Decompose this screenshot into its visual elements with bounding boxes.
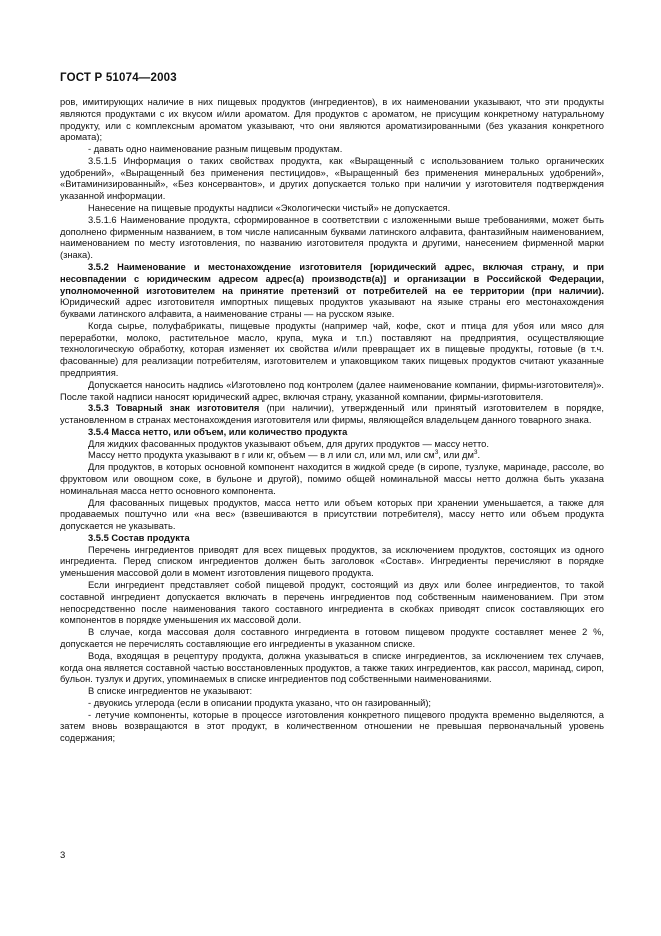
list-item: - давать одно наименование разным пищевым продуктам.	[88, 144, 343, 155]
clause-heading: 3.5.4 Масса нетто, или объем, или количество продукта	[88, 426, 348, 437]
clause-text: (при наличии), утвержденный или принятый изготовителем в порядке, установленном в странах местонахождения изготовителя или фирмы, являющейся владельцем данного товарного знака.	[60, 403, 605, 426]
list-item: - двуокись углерода (если в описании продукта указано, что он газированный);	[88, 697, 432, 708]
clause-3-5-4	[60, 427, 604, 439]
document-header: ГОСТ Р 51074—2003	[60, 72, 177, 84]
paragraph: В списке ингредиентов не указывают:	[88, 686, 253, 697]
superscript: 3	[473, 449, 478, 457]
text-run: .	[477, 450, 481, 461]
paragraph: ров, имитирующих наличие в них пищевых продуктов (ингредиентов), в их наименовании указывают, что эти продукты являются продуктами с их вкусом и/или ароматом. Для продуктов с ароматом, не присущим конкретному натуральному продукту, или с комплексным ароматом указывают, что они являются ароматизированными (без указания конкретного аромата);	[60, 97, 604, 143]
list-item: - летучие компоненты, которые в процессе изготовления конкретного пищевого продукта временно выделяются, а затем вновь возвращаются в этот продукт, в количественном отношении не превышая первоначальный уровень содержания;	[60, 709, 604, 744]
clause-3-5-2	[60, 262, 604, 321]
clause-heading: 3.5.2 Наименование и местонахождение изготовителя [юридический адрес, включая страну, и при несовпадении с юридическим адресом адрес(а) производств(а)] и организации в Российской Федерации, уполномоченной изготовителем на принятие претензий от потребителей на ее территории (при наличии).	[60, 261, 604, 296]
paragraph: В случае, когда массовая доля составного ингредиента в готовом пищевом продукте составляет менее 2 %, допускается не перечислять составляющие его ингредиенты в указанном списке.	[60, 627, 604, 649]
clause-heading: 3.5.5 Состав продукта	[88, 532, 190, 543]
paragraph: Вода, входящая в рецептуру продукта, должна указываться в списке ингредиентов, за исключением тех случаев, когда она является составной частью восстановленных продуктов, а также таких ингредиентов, как рассол, маринад, сироп, бульон. тузлук и других, упоминаемых в списке ингредиентов под собственными наименованиями.	[60, 650, 604, 685]
clause-3-5-3	[60, 403, 604, 427]
clause-3-5-1-5: 3.5.1.5 Информация о таких свойствах продукта, как «Выращенный с использованием только органических удобрений», «Выращенный без применения пестицидов», «Выращенный без применения минеральных удобрений», «Витаминизированный», «Без консервантов», и других допускается только при наличии у изготовителя подтверждения указанной информации.	[60, 155, 604, 202]
paragraph: Для фасованных пищевых продуктов, масса нетто или объем которых при хранении уменьшается, а также для продаваемых поштучно или «на вес» (взвешиваются в присутствии потребителя), массу нетто или объем продукта допускается не указывать.	[60, 497, 604, 532]
paragraph: Для жидких фасованных продуктов указывают объем, для других продуктов — массу нетто.	[88, 438, 489, 449]
text-run: , или дм	[438, 450, 474, 461]
paragraph: Когда сырье, полуфабрикаты, пищевые продукты (например чай, кофе, скот и птица для убоя или мясо для переработки, молоко, растительное масло, крупа, мука и т.п.) поставляют на предприятия, осуществляющие технологическую обработку, которая изменяет их свойства и/или превращает их в пищевые продукты, готовые (в т.ч. фасованные) для реализации потребителям, изготовителем и упаковщиком таких пищевых продуктов считают указанные предприятия.	[60, 320, 604, 378]
paragraph: Для продуктов, в которых основной компонент находится в жидкой среде (в сиропе, тузлуке, маринаде, рассоле, во фруктовом или овощном соке, в бульоне и другой), помимо общей номинальной массы нетто должна быть указана номинальная масса нетто основного компонента.	[60, 462, 604, 496]
paragraph-units	[60, 450, 604, 462]
paragraph: Допускается наносить надпись «Изготовлено под контролем (далее наименование компании, фирмы-изготовителя)». После такой надписи наносят юридический адрес, включая страну, указанной компании, фирмы-изготовителя.	[60, 379, 604, 402]
paragraph: Нанесение на пищевые продукты надписи «Экологически чистый» не допускается.	[88, 203, 451, 214]
document-body	[60, 97, 604, 745]
clause-3-5-1-6: 3.5.1.6 Наименование продукта, сформированное в соответствии с изложенными выше требованиями, может быть дополнено фирменным названием, в том числе написанным буквами латинского алфавита, фантазийным наименованием, наименованием по месту изготовления, по названию изготовителя продукта и другими, нанесением фирменной марки (знака).	[60, 214, 604, 261]
paragraph: Перечень ингредиентов приводят для всех пищевых продуктов, за исключением продуктов, состоящих из одного ингредиента. Перед списком ингредиентов должен быть заголовок «Состав». Ингредиенты перечисляют в порядке уменьшения массовой доли в момент изготовления пищевого продукта.	[60, 544, 604, 579]
superscript: 3	[434, 449, 439, 457]
text-run: Массу нетто продукта указывают в г или кг, объем — в л или сл, или мл, или см	[88, 450, 435, 461]
clause-text: Юридический адрес изготовителя импортных пищевых продуктов указывают на языке страны его местонахождения буквами латинского алфавита, а наименование страны — на русском языке.	[60, 297, 604, 320]
clause-heading: 3.5.3 Товарный знак изготовителя	[88, 403, 260, 414]
clause-3-5-5	[60, 533, 604, 545]
paragraph: Если ингредиент представляет собой пищевой продукт, состоящий из двух или более ингредиентов, то такой составной ингредиент допускается включать в перечень ингредиентов под собственным наименованием. При этом непосредственно после наименования такого составного ингредиента в скобках приводят список составляющих его компонентов в порядке уменьшения их массовой доли.	[60, 580, 604, 626]
page-number: 3	[60, 850, 66, 861]
